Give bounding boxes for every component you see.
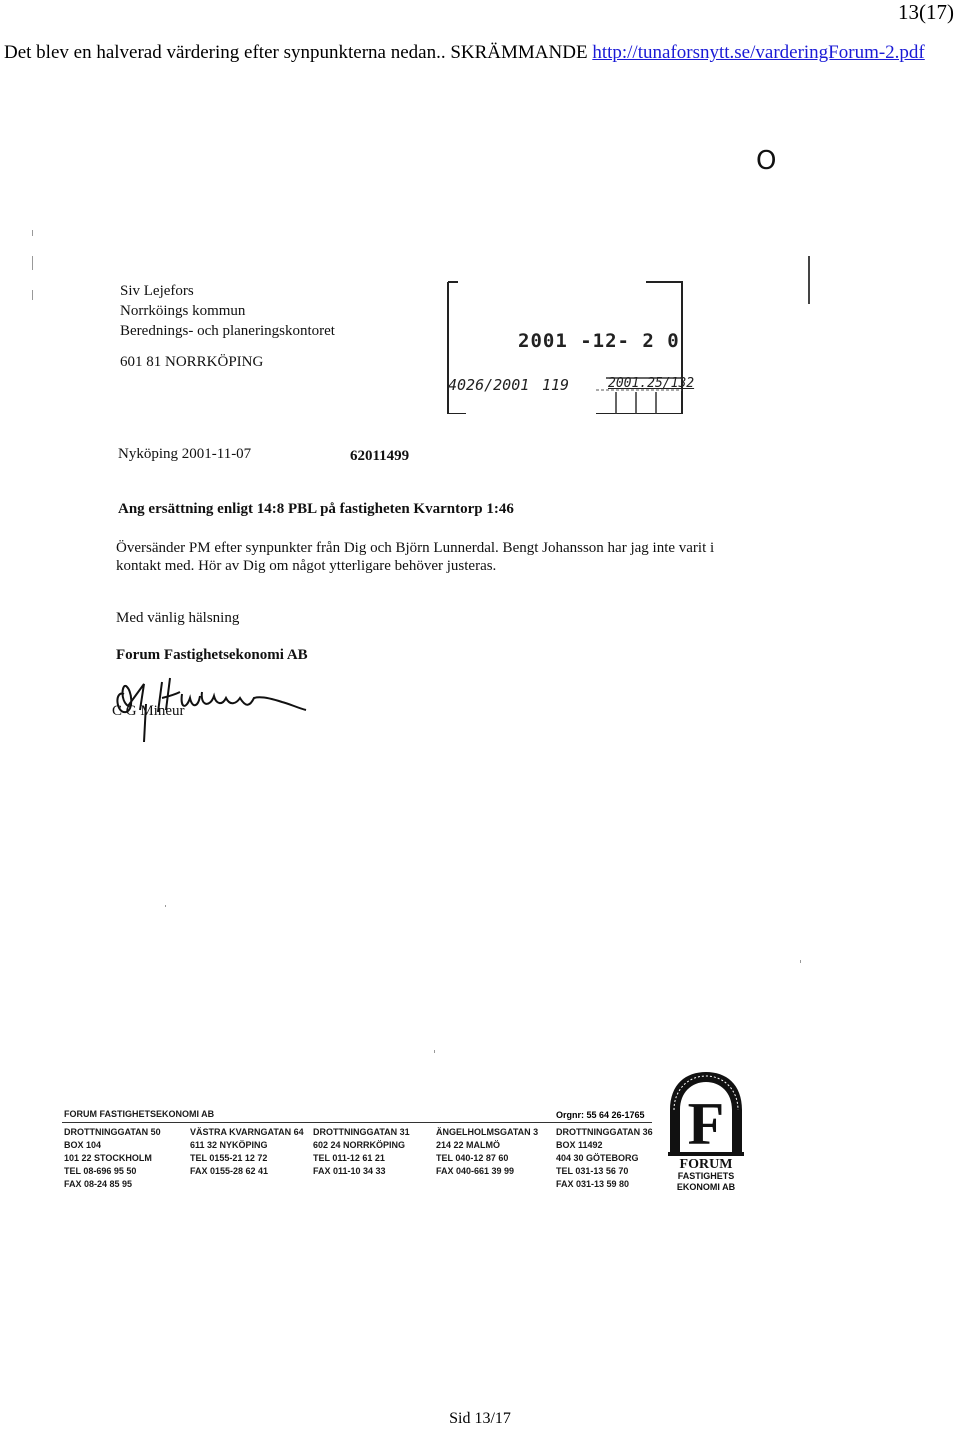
footer-line: TEL 08-696 95 50 [64, 1166, 137, 1176]
footer-line: 404 30 GÖTEBORG [556, 1153, 639, 1163]
letter-company: Forum Fastighetsekonomi AB [116, 647, 308, 663]
footer-office-malmo [436, 1126, 538, 1178]
footer-line: 602 24 NORRKÖPING [313, 1140, 406, 1150]
header-link[interactable]: http://tunaforsnytt.se/varderingForum-2.pdf [592, 42, 925, 63]
footer-line: FAX 08-24 85 95 [64, 1179, 133, 1189]
footer-office-goteborg [556, 1126, 653, 1191]
footer-line: DROTTNINGGATAN 31 [313, 1127, 410, 1137]
recipient-postal: 601 81 NORRKÖPING [120, 354, 264, 370]
letter-date: Nyköping 2001-11-07 [118, 446, 252, 462]
footer-line: BOX 104 [64, 1140, 102, 1150]
stamp-nr: 119 [542, 376, 570, 394]
footer-line: FAX 011-10 34 33 [313, 1166, 386, 1176]
page-number: 13(17) [898, 0, 954, 24]
forum-logo-line3: EKONOMI AB [676, 1182, 736, 1192]
footer-orgnr: Orgnr: 55 64 26-1765 [556, 1110, 645, 1120]
footer-office-nykoping [190, 1126, 304, 1178]
footer-line: BOX 11492 [556, 1140, 603, 1150]
footer-company: FORUM FASTIGHETSEKONOMI AB [64, 1109, 215, 1119]
forum-logo-line2: FASTIGHETS [677, 1171, 735, 1181]
header-note [4, 42, 925, 64]
recipient-org: Norrköings kommun [120, 303, 246, 319]
recipient-block [120, 281, 335, 341]
header-text: Det blev en halverad värdering efter synpunkterna nedan.. SKRÄMMANDE [4, 42, 593, 63]
forum-logo [666, 1070, 746, 1192]
footer-line: TEL 040-12 87 60 [436, 1153, 509, 1163]
footer-office-stockholm [64, 1126, 161, 1191]
recipient-dept: Berednings- och planeringskontoret [120, 323, 335, 339]
footer-line: TEL 031-13 56 70 [556, 1166, 629, 1176]
footer-line: TEL 0155-21 12 72 [190, 1153, 268, 1163]
letter-closing: Med vänlig hälsning [116, 610, 240, 626]
forum-logo-line1: FORUM [679, 1157, 733, 1172]
letter-body: Översänder PM efter synpunkter från Dig och Björn Lunnerdal. Bengt Johansson har jag inte varit i kontakt med. Hör av Dig om något ytterligare behöver justeras. [116, 540, 715, 574]
footer-line: DROTTNINGGATAN 36 [556, 1127, 653, 1137]
footer-divider [62, 1122, 652, 1123]
footer-line: FAX 040-661 39 99 [436, 1166, 515, 1176]
forum-logo-letter: F [687, 1091, 725, 1157]
recipient-name: Siv Lejefors [120, 283, 194, 299]
footer-office-norrkoping [313, 1126, 410, 1178]
stamp-code: 2001.25/132 [608, 376, 695, 391]
stamp-dnr: 4026/2001 [448, 376, 530, 394]
footer-line: FAX 0155-28 62 41 [190, 1166, 269, 1176]
letter-reference: 62011499 [350, 448, 410, 464]
stamp-date: 2001 -12- 2 0 [518, 330, 680, 352]
footer-line: DROTTNINGGATAN 50 [64, 1127, 161, 1137]
footer-line: TEL 011-12 61 21 [313, 1153, 385, 1163]
page-footer: Sid 13/17 [449, 1410, 511, 1427]
signer-name: C G Mineur [112, 703, 185, 719]
footer-line: ÄNGELHOLMSGATAN 3 [436, 1127, 539, 1137]
footer-line: 101 22 STOCKHOLM [64, 1153, 152, 1163]
letter-subject: Ang ersättning enligt 14:8 PBL på fastigheten Kvarntorp 1:46 [118, 501, 514, 517]
footer-line: 611 32 NYKÖPING [190, 1140, 268, 1150]
footer-line: FAX 031-13 59 80 [556, 1179, 630, 1189]
footer-line: VÄSTRA KVARNGATAN 64 [190, 1127, 304, 1137]
footer-line: 214 22 MALMÖ [436, 1140, 501, 1150]
corner-mark: O [756, 146, 777, 176]
